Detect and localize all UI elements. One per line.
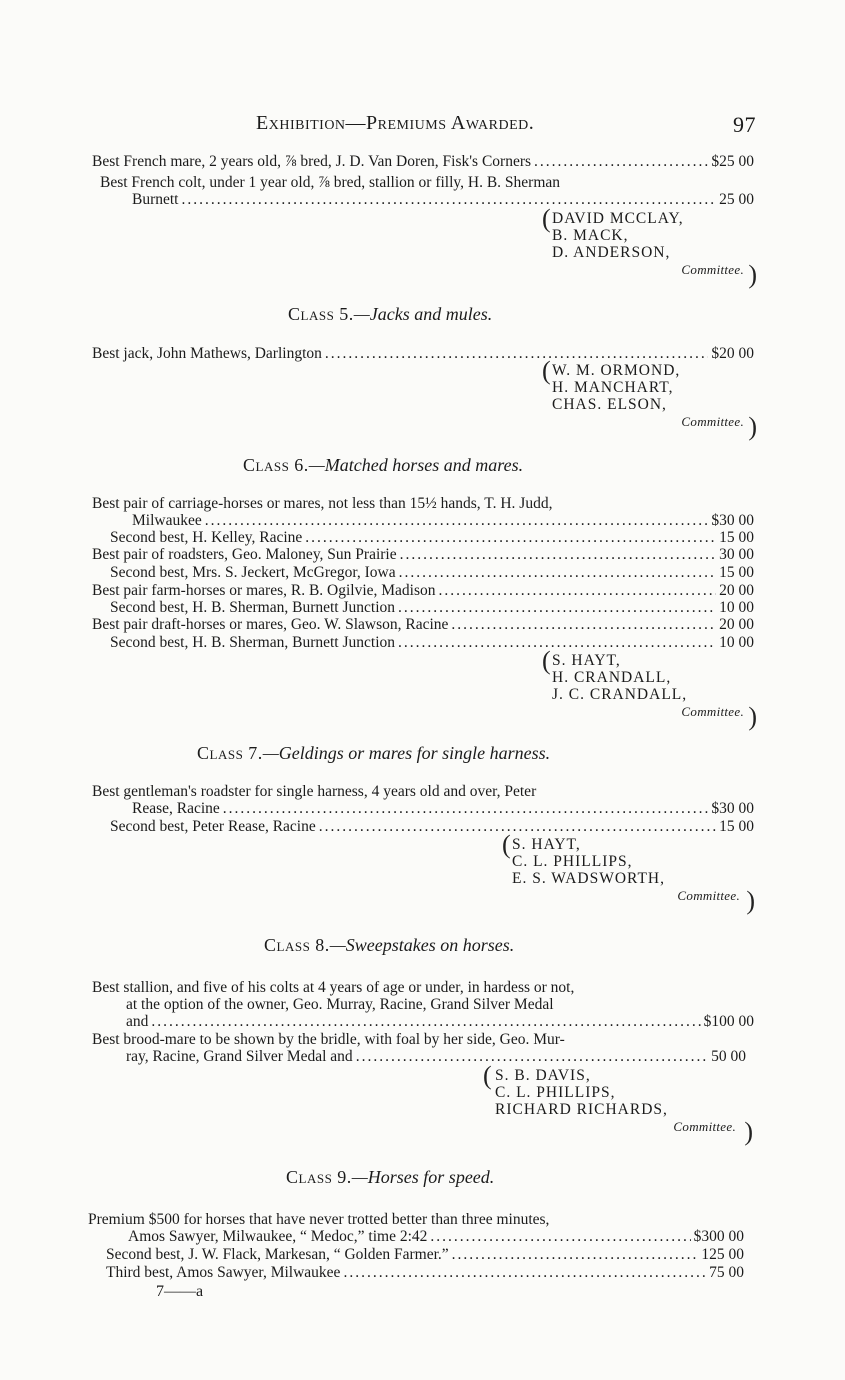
- entry-amount: $20 00: [711, 345, 754, 362]
- brace-right: ): [746, 886, 756, 915]
- entry-text: Second best, J. W. Flack, Markesan, “ Golden Farmer.”: [106, 1246, 449, 1263]
- entry-text: Best pair of carriage-horses or mares, not less than 15½ hands, T. H. Judd,: [92, 495, 553, 512]
- premium-entry: [92, 1031, 746, 1065]
- entry-amount: 75 00: [709, 1264, 744, 1281]
- entry-text: Second best, H. B. Sherman, Burnett Junction: [110, 634, 395, 651]
- entry-amount: 125 00: [701, 1246, 744, 1263]
- committee-member: S. HAYT,: [552, 652, 621, 669]
- committee-member: H. CRANDALL,: [552, 669, 672, 686]
- brace-right: ): [744, 1117, 754, 1146]
- entry-text: Best French colt, under 1 year old, ⅞ bred, stallion or filly, H. B. Sherman: [100, 174, 561, 191]
- class-label: Class 6.: [243, 455, 309, 475]
- committee-member: H. MANCHART,: [552, 379, 674, 396]
- premium-entry: [92, 153, 754, 170]
- committee-label: Committee.: [681, 414, 744, 429]
- entry-amount: 15 00: [719, 818, 754, 835]
- committee-block: [542, 646, 758, 731]
- entry-text: Second best, H. B. Sherman, Burnett Junction: [110, 599, 395, 616]
- premium-entry: [92, 582, 754, 599]
- class-subject: —Sweepstakes on horses.: [329, 935, 515, 955]
- committee-member: CHAS. ELSON,: [552, 396, 667, 413]
- class-subject: —Horses for speed.: [351, 1167, 495, 1187]
- committee-block: [483, 1061, 754, 1146]
- class-heading: [288, 304, 845, 324]
- class-subject: —Geldings or mares for single harness.: [262, 743, 551, 763]
- entry-text: Best jack, John Mathews, Darlington: [92, 345, 322, 362]
- brace-left: (: [542, 204, 552, 233]
- entry-text: at the option of the owner, Geo. Murray, Racine, Grand Silver Medal: [126, 996, 554, 1013]
- page-number: 97: [733, 112, 756, 137]
- entry-text: Burnett: [132, 191, 179, 208]
- entry-amount: 20 00: [719, 616, 754, 633]
- premium-entry: [92, 634, 754, 651]
- class-heading: [264, 935, 845, 955]
- committee-member: RICHARD RICHARDS,: [495, 1101, 668, 1118]
- running-head-title: Exhibition—Premiums Awarded.: [256, 112, 535, 134]
- premium-entry: [92, 783, 754, 817]
- brace-right: ): [748, 412, 758, 441]
- entry-text: Best brood-mare to be shown by the bridle, with foal by her side, Geo. Mur-: [92, 1031, 565, 1048]
- class-heading: [197, 743, 845, 763]
- premium-entry: [92, 174, 754, 208]
- premium-entry: [88, 1211, 744, 1245]
- committee-member: E. S. WADSWORTH,: [512, 870, 665, 887]
- running-head: [256, 112, 756, 138]
- premium-entry: [92, 599, 754, 616]
- brace-right: ): [748, 260, 758, 289]
- brace-left: (: [483, 1061, 493, 1090]
- class-label: Class 8.: [264, 935, 330, 955]
- premium-entry: [88, 1246, 744, 1263]
- entry-text: ray, Racine, Grand Silver Medal and: [126, 1048, 353, 1065]
- entry-amount: 50 00: [711, 1048, 746, 1065]
- entry-text: Best stallion, and five of his colts at 4 years of age or under, in hardess or not,: [92, 979, 575, 996]
- signature-mark: 7——a: [156, 1283, 204, 1300]
- entry-amount: 30 00: [719, 546, 754, 563]
- premium-entry: [88, 1264, 744, 1281]
- entry-amount: $30 00: [711, 512, 754, 529]
- committee-label: Committee.: [681, 704, 744, 719]
- committee-member: C. L. PHILLIPS,: [512, 853, 633, 870]
- entry-amount: 15 00: [719, 564, 754, 581]
- entry-amount: 10 00: [719, 634, 754, 651]
- entry-amount: $100 00: [703, 1013, 754, 1030]
- brace-left: (: [542, 356, 552, 385]
- premium-entry: [92, 345, 754, 362]
- premium-entry: [92, 979, 754, 1030]
- committee-block: [502, 830, 756, 915]
- entry-text: Premium $500 for horses that have never trotted better than three minutes,: [88, 1211, 550, 1228]
- premium-entry: [92, 529, 754, 546]
- entry-text: Third best, Amos Sawyer, Milwaukee: [106, 1264, 341, 1281]
- brace-left: (: [542, 646, 552, 675]
- class-label: Class 9.: [286, 1167, 352, 1187]
- committee-member: S. HAYT,: [512, 836, 581, 853]
- entry-amount: $300 00: [693, 1228, 744, 1245]
- committee-member: D. ANDERSON,: [552, 244, 671, 261]
- entry-text: Best gentleman's roadster for single harness, 4 years old and over, Peter: [92, 783, 537, 800]
- entry-text: Best pair draft-horses or mares, Geo. W. Slawson, Racine: [92, 616, 449, 633]
- brace-right: ): [748, 702, 758, 731]
- entry-amount: 20 00: [719, 582, 754, 599]
- brace-left: (: [502, 830, 512, 859]
- premium-entry: [92, 495, 754, 529]
- entry-text: Amos Sawyer, Milwaukee, “ Medoc,” time 2:42: [128, 1228, 428, 1245]
- class-subject: —Jacks and mules.: [353, 304, 493, 324]
- class-heading: [243, 455, 845, 475]
- committee-member: DAVID MCCLAY,: [552, 210, 684, 227]
- committee-member: C. L. PHILLIPS,: [495, 1084, 616, 1101]
- class-heading: [286, 1167, 845, 1187]
- entry-text: Best French mare, 2 years old, ⅞ bred, J. D. Van Doren, Fisk's Corners: [92, 153, 532, 170]
- entry-text: Best pair of roadsters, Geo. Maloney, Sun Prairie: [92, 546, 397, 563]
- entry-text: Second best, Peter Rease, Racine: [110, 818, 316, 835]
- premium-entry: [92, 564, 754, 581]
- entry-amount: 15 00: [719, 529, 754, 546]
- committee-block: [542, 356, 758, 441]
- class-label: Class 5.: [288, 304, 354, 324]
- class-subject: —Matched horses and mares.: [308, 455, 524, 475]
- premium-entry: [92, 616, 754, 633]
- committee-member: S. B. DAVIS,: [495, 1067, 591, 1084]
- entry-amount: 10 00: [719, 599, 754, 616]
- class-label: Class 7.: [197, 743, 263, 763]
- entry-amount: $30 00: [711, 800, 754, 817]
- premium-entry: [92, 818, 754, 835]
- committee-member: B. MACK,: [552, 227, 629, 244]
- committee-member: W. M. ORMOND,: [552, 362, 681, 379]
- entry-text: Best pair farm-horses or mares, R. B. Ogilvie, Madison: [92, 582, 436, 599]
- entry-text: Rease, Racine: [132, 800, 220, 817]
- committee-label: Committee.: [673, 1119, 736, 1134]
- committee-label: Committee.: [677, 888, 740, 903]
- entry-text: Milwaukee: [132, 512, 202, 529]
- entry-amount: $25 00: [711, 153, 754, 170]
- premium-entry: [92, 546, 754, 563]
- entry-amount: 25 00: [719, 191, 754, 208]
- committee-member: J. C. CRANDALL,: [552, 686, 688, 703]
- entry-text: and: [126, 1013, 149, 1030]
- committee-label: Committee.: [681, 262, 744, 277]
- committee-block: [542, 204, 758, 289]
- entry-text: Second best, Mrs. S. Jeckert, McGregor, Iowa: [110, 564, 396, 581]
- entry-text: Second best, H. Kelley, Racine: [110, 529, 303, 546]
